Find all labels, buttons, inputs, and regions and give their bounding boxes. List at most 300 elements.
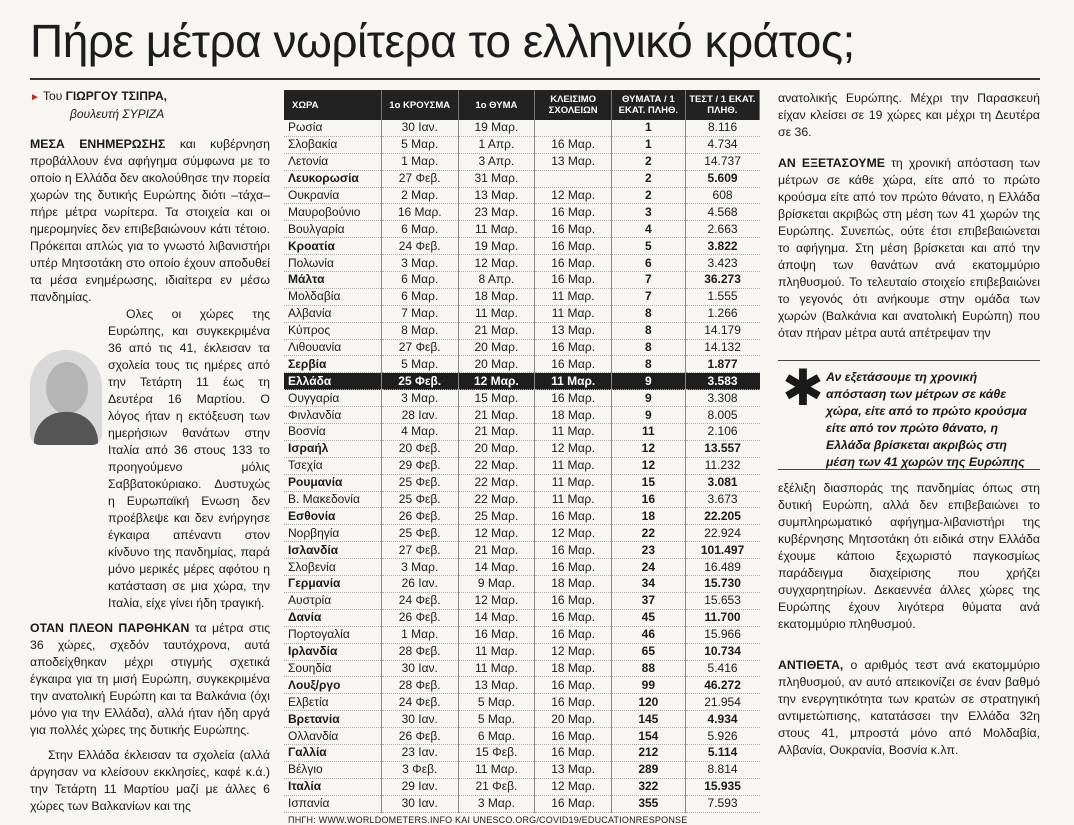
cell-deaths-per-million: 34	[612, 576, 686, 593]
cell-deaths-per-million: 322	[612, 778, 686, 795]
cell-country: Σερβία	[284, 356, 381, 373]
cell-school-closure: 12 Μαρ.	[535, 440, 612, 457]
cell-first-case: 8 Μαρ.	[381, 322, 458, 339]
cell-first-case: 26 Φεβ.	[381, 609, 458, 626]
table-row	[284, 677, 760, 694]
cell-first-case: 25 Φεβ.	[381, 373, 458, 390]
table-row	[284, 238, 760, 255]
paragraph-1-lead: ΜΕΣΑ ΕΝΗΜΕΡΩΣΗΣ	[30, 137, 166, 151]
cell-tests-per-million: 15.730	[704, 576, 741, 591]
byline	[30, 88, 270, 122]
cell-first-case: 6 Μαρ.	[381, 288, 458, 305]
cell-school-closure: 16 Μαρ.	[535, 390, 612, 407]
cell-school-closure: 12 Μαρ.	[535, 187, 612, 204]
cell-first-death: 21 Μαρ.	[458, 424, 535, 441]
cell-country: Ισλανδία	[284, 542, 381, 559]
cell-country: Ελλάδα	[284, 373, 381, 390]
cell-country: Βρετανία	[284, 711, 381, 728]
author-photo-shoulders	[34, 412, 98, 445]
cell-deaths-per-million: 1	[612, 120, 686, 136]
cell-school-closure: 16 Μαρ.	[535, 136, 612, 153]
cell-school-closure: 12 Μαρ.	[535, 525, 612, 542]
cell-first-case: 3 Μαρ.	[381, 255, 458, 272]
cell-country: Πορτογαλία	[284, 626, 381, 643]
right-paragraph-3-text: εξέλιξη διασποράς της πανδημίας όπως στη δυτική Ευρώπη, αλλά δεν επιβεβαιώνει το συμπληρωματικό αφήγημα-λιβανιστήρι της κυβέρνησης Μητσοτάκη ότι ειδικά στην Ελλάδα έχουμε κάποιο ξεχωριστό παγκοσμίως παράδειγμα διαχείρισης που χρήζει συγχαρητηρίων. Δεκαεννέα άλλες χώρες της Ευρώπης έχουν λιγότερα θύματα ανά εκατομμύριο πληθυσμού.	[778, 481, 1040, 631]
cell-first-case: 6 Μαρ.	[381, 272, 458, 289]
header-first-case: 1ο ΚΡΟΥΣΜΑ	[381, 90, 458, 120]
cell-tests-per-million: 14.737	[704, 154, 741, 169]
cell-first-death: 12 Μαρ.	[458, 373, 535, 390]
cell-tests-per-million: 22.924	[704, 525, 741, 540]
cell-school-closure: 16 Μαρ.	[535, 272, 612, 289]
cell-first-case: 16 Μαρ.	[381, 204, 458, 221]
cell-tests-per-million: 8.116	[707, 120, 738, 135]
cell-country: Λουξ/ργο	[284, 677, 381, 694]
paragraph-3-text: τα μέτρα στις 36 χώρες, σχεδόν ταυτόχρονα, αυτά αποδείχθηκαν μέχρι στιγμής σχετικά έγκαιρα για τη μισή Ευρώπη, συγκεκριμένα την ανατολική Ευρώπη και τα Βαλκάνια (όχι μόνο για την Ελλάδα), αλλά ήταν ήδη αργά για πολλές χώρες της δυτικής Ευρώπης.	[30, 621, 270, 737]
cell-first-death: 21 Μαρ.	[458, 542, 535, 559]
right-paragraph-3	[778, 480, 1040, 633]
table-row	[284, 120, 760, 136]
cell-deaths-per-million: 6	[612, 255, 686, 272]
paragraph-3	[30, 620, 270, 739]
cell-school-closure: 16 Μαρ.	[535, 542, 612, 559]
cell-deaths-per-million: 4	[612, 221, 686, 238]
table-row	[284, 221, 760, 238]
cell-deaths-per-million: 7	[612, 288, 686, 305]
table-row	[284, 592, 760, 609]
table-row	[284, 373, 760, 390]
cell-school-closure: 16 Μαρ.	[535, 559, 612, 576]
cell-first-death: 22 Μαρ.	[458, 474, 535, 491]
cell-first-case: 3 Μαρ.	[381, 559, 458, 576]
cell-deaths-per-million: 8	[612, 339, 686, 356]
cell-school-closure: 11 Μαρ.	[535, 457, 612, 474]
table-source: ΠΗΓΗ: WWW.WORLDOMETERS.INFO ΚΑΙ UNESCO.ORG/COVID19/EDUCATIONRESPONSE	[288, 814, 688, 825]
cell-country: Ολλανδία	[284, 728, 381, 745]
cell-country: Ιταλία	[284, 778, 381, 795]
cell-country: Πολωνία	[284, 255, 381, 272]
cell-tests-per-million: 5.926	[707, 728, 738, 743]
cell-country: Γαλλία	[284, 744, 381, 761]
author-photo-head	[46, 362, 88, 414]
author-photo	[30, 350, 102, 445]
headline: Πήρε μέτρα νωρίτερα το ελληνικό κράτος;	[30, 15, 855, 67]
cell-country: Αλβανία	[284, 305, 381, 322]
cell-school-closure: 18 Μαρ.	[535, 576, 612, 593]
cell-first-death: 25 Μαρ.	[458, 508, 535, 525]
cell-first-death: 1 Απρ.	[458, 136, 535, 153]
table-row	[284, 272, 760, 289]
pull-quote	[778, 360, 1040, 470]
cell-first-case: 27 Φεβ.	[381, 542, 458, 559]
cell-first-case: 5 Μαρ.	[381, 136, 458, 153]
cell-tests-per-million: 4.734	[707, 137, 738, 152]
table-row	[284, 778, 760, 795]
cell-tests-per-million: 36.273	[704, 272, 741, 287]
cell-first-case: 3 Μαρ.	[381, 390, 458, 407]
cell-tests-per-million: 14.179	[704, 323, 741, 338]
cell-first-death: 13 Μαρ.	[458, 677, 535, 694]
cell-tests-per-million: 101.497	[700, 542, 745, 557]
cell-tests-per-million: 3.308	[707, 390, 738, 405]
cell-first-death: 3 Μαρ.	[458, 795, 535, 812]
cell-school-closure: 16 Μαρ.	[535, 356, 612, 373]
cell-country: Εσθονία	[284, 508, 381, 525]
cell-deaths-per-million: 3	[612, 204, 686, 221]
cell-country: Φινλανδία	[284, 407, 381, 424]
cell-first-death: 22 Μαρ.	[458, 491, 535, 508]
cell-first-case: 30 Ιαν.	[381, 660, 458, 677]
cell-school-closure: 11 Μαρ.	[535, 288, 612, 305]
cell-tests-per-million: 3.822	[707, 238, 738, 253]
cell-tests-per-million: 15.653	[704, 593, 741, 608]
cell-first-death: 11 Μαρ.	[458, 305, 535, 322]
table-row	[284, 761, 760, 778]
cell-school-closure: 12 Μαρ.	[535, 778, 612, 795]
cell-school-closure: 11 Μαρ.	[535, 305, 612, 322]
cell-first-death: 19 Μαρ.	[458, 238, 535, 255]
cell-tests-per-million: 11.232	[704, 458, 741, 473]
cell-deaths-per-million: 18	[612, 508, 686, 525]
cell-school-closure: 16 Μαρ.	[535, 626, 612, 643]
paragraph-1	[30, 136, 270, 306]
cell-first-death: 21 Μαρ.	[458, 407, 535, 424]
cell-first-case: 7 Μαρ.	[381, 305, 458, 322]
cell-first-case: 29 Ιαν.	[381, 778, 458, 795]
table-row	[284, 322, 760, 339]
table-row	[284, 457, 760, 474]
cell-deaths-per-million: 120	[612, 694, 686, 711]
cell-tests-per-million: 3.673	[707, 492, 738, 507]
cell-country: Σουηδία	[284, 660, 381, 677]
cell-first-death: 20 Μαρ.	[458, 440, 535, 457]
table-row	[284, 576, 760, 593]
cell-first-death: 15 Μαρ.	[458, 390, 535, 407]
cell-tests-per-million: 21.954	[704, 694, 741, 709]
cell-first-case: 28 Φεβ.	[381, 643, 458, 660]
cell-tests-per-million: 4.934	[707, 711, 738, 726]
cell-country: Βέλγιο	[284, 761, 381, 778]
cell-school-closure: 13 Μαρ.	[535, 322, 612, 339]
table-row	[284, 136, 760, 153]
cell-school-closure: 18 Μαρ.	[535, 660, 612, 677]
cell-tests-per-million: 5.416	[707, 660, 738, 675]
table-row	[284, 339, 760, 356]
table-row	[284, 204, 760, 221]
cell-school-closure: 16 Μαρ.	[535, 255, 612, 272]
table-row	[284, 288, 760, 305]
pull-quote-text: Αν εξετάσουμε τη χρονική απόσταση των μέτρων σε κάθε χώρα, είτε από το πρώτο κρούσμα είτε από τον πρώτο θάνατο, η Ελλάδα βρίσκεται ακριβώς στη μέση των 41 χωρών της Ευρώπης	[826, 370, 1027, 469]
cell-first-death: 11 Μαρ.	[458, 221, 535, 238]
cell-school-closure: 11 Μαρ.	[535, 424, 612, 441]
cell-first-death: 14 Μαρ.	[458, 559, 535, 576]
right-paragraph-2-lead: ΑΝ ΕΞΕΤΑΣΟΥΜΕ	[778, 156, 885, 170]
cell-tests-per-million: 22.205	[704, 508, 741, 523]
cell-country: Γερμανία	[284, 576, 381, 593]
byline-arrow-icon: ►	[30, 92, 40, 103]
byline-prefix: Του	[43, 89, 63, 103]
byline-role: βουλευτή ΣΥΡΙΖΑ	[70, 107, 165, 121]
cell-school-closure: 16 Μαρ.	[535, 609, 612, 626]
table-row	[284, 356, 760, 373]
cell-country: Μαυροβούνιο	[284, 204, 381, 221]
cell-country: Σλοβενία	[284, 559, 381, 576]
cell-tests-per-million: 3.583	[685, 373, 759, 390]
cell-school-closure: 16 Μαρ.	[535, 728, 612, 745]
table-row	[284, 390, 760, 407]
table-row	[284, 305, 760, 322]
cell-school-closure: 12 Μαρ.	[535, 643, 612, 660]
cell-tests-per-million: 10.734	[704, 644, 741, 659]
cell-first-case: 24 Φεβ.	[381, 592, 458, 609]
cell-first-death: 3 Απρ.	[458, 153, 535, 170]
header-country: ΧΩΡΑ	[284, 90, 381, 120]
cell-country: Ισραήλ	[284, 440, 381, 457]
cell-first-death: 18 Μαρ.	[458, 288, 535, 305]
cell-tests-per-million: 8.005	[707, 407, 738, 422]
table-row	[284, 424, 760, 441]
left-column	[30, 88, 270, 815]
cell-tests-per-million: 2.106	[707, 424, 738, 439]
cell-school-closure: 11 Μαρ.	[535, 373, 612, 390]
cell-school-closure: 13 Μαρ.	[535, 761, 612, 778]
cell-country: Κροατία	[284, 238, 381, 255]
cell-country: Μάλτα	[284, 272, 381, 289]
cell-country: Μολδαβία	[284, 288, 381, 305]
right-column	[778, 90, 1040, 342]
cell-school-closure: 16 Μαρ.	[535, 592, 612, 609]
cell-tests-per-million: 3.081	[707, 475, 738, 490]
asterisk-icon: ✱	[782, 360, 824, 416]
cell-first-case: 26 Φεβ.	[381, 728, 458, 745]
cell-deaths-per-million: 212	[612, 744, 686, 761]
cell-deaths-per-million: 154	[612, 728, 686, 745]
cell-tests-per-million: 46.272	[704, 677, 741, 692]
cell-deaths-per-million: 2	[612, 170, 686, 187]
cell-tests-per-million: 15.966	[704, 627, 741, 642]
header-deaths-per-million: ΘΥΜΑΤΑ / 1 ΕΚΑΤ. ΠΛΗΘ.	[612, 90, 686, 120]
header-tests-per-million: ΤΕΣΤ / 1 ΕΚΑΤ. ΠΛΗΘ.	[685, 90, 759, 120]
cell-country: Ελβετία	[284, 694, 381, 711]
cell-deaths-per-million: 12	[612, 440, 686, 457]
data-table-panel	[284, 90, 760, 825]
right-paragraph-4-lead: ΑΝΤΙΘΕΤΑ,	[778, 658, 844, 672]
cell-country: Ρουμανία	[284, 474, 381, 491]
cell-tests-per-million: 14.132	[704, 340, 741, 355]
cell-tests-per-million: 1.877	[707, 356, 738, 371]
cell-deaths-per-million: 46	[612, 626, 686, 643]
cell-first-case: 28 Φεβ.	[381, 677, 458, 694]
cell-first-death: 21 Μαρ.	[458, 322, 535, 339]
cell-tests-per-million: 5.609	[707, 171, 738, 186]
table-row	[284, 170, 760, 187]
cell-first-death: 12 Μαρ.	[458, 592, 535, 609]
cell-deaths-per-million: 8	[612, 356, 686, 373]
cell-first-case: 24 Φεβ.	[381, 238, 458, 255]
cell-country: Ιρλανδία	[284, 643, 381, 660]
cell-school-closure: 16 Μαρ.	[535, 221, 612, 238]
cell-first-case: 24 Φεβ.	[381, 694, 458, 711]
cell-country: Β. Μακεδονία	[284, 491, 381, 508]
cell-country: Λευκορωσία	[284, 170, 381, 187]
table-row	[284, 626, 760, 643]
cell-deaths-per-million: 15	[612, 474, 686, 491]
cell-school-closure: 16 Μαρ.	[535, 238, 612, 255]
cell-school-closure: 16 Μαρ.	[535, 694, 612, 711]
cell-first-case: 1 Μαρ.	[381, 626, 458, 643]
cell-first-death: 20 Μαρ.	[458, 339, 535, 356]
cell-first-death: 12 Μαρ.	[458, 255, 535, 272]
cell-deaths-per-million: 9	[612, 390, 686, 407]
cell-first-death: 15 Φεβ.	[458, 744, 535, 761]
cell-deaths-per-million: 45	[612, 609, 686, 626]
cell-school-closure: 16 Μαρ.	[535, 204, 612, 221]
table-row	[284, 728, 760, 745]
cell-first-death: 16 Μαρ.	[458, 626, 535, 643]
cell-tests-per-million: 13.557	[704, 441, 741, 456]
cell-first-death: 31 Μαρ.	[458, 170, 535, 187]
cell-country: Λετονία	[284, 153, 381, 170]
cell-first-case: 28 Ιαν.	[381, 407, 458, 424]
cell-first-death: 22 Μαρ.	[458, 457, 535, 474]
cell-first-case: 27 Φεβ.	[381, 339, 458, 356]
cell-tests-per-million: 7.593	[707, 796, 738, 811]
cell-school-closure: 20 Μαρ.	[535, 711, 612, 728]
cell-first-death: 19 Μαρ.	[458, 120, 535, 136]
cell-tests-per-million: 608	[712, 188, 733, 202]
byline-author: ΓΙΩΡΓΟΥ ΤΣΙΠΡΑ,	[65, 89, 167, 103]
table-row	[284, 255, 760, 272]
cell-tests-per-million: 11.700	[704, 610, 741, 625]
right-paragraph-4-text: ο αριθμός τεστ ανά εκατομμύριο πληθυσμού, αν αυτό απεικονίζει σε έναν βαθμό την ενεργητικότητα των κρατών σε στρατηγική αντιμετώπισης, κατατάσσει την Ελλάδα 32η στους 41, μπροστά μόνο από Μολδαβία, Αλβανία, Ουκρανία, Βοσνία κ.λπ.	[778, 658, 1040, 757]
cell-first-case: 30 Ιαν.	[381, 711, 458, 728]
cell-deaths-per-million: 2	[612, 153, 686, 170]
table-row	[284, 187, 760, 204]
cell-first-death: 9 Μαρ.	[458, 576, 535, 593]
table-row	[284, 694, 760, 711]
cell-first-case: 6 Μαρ.	[381, 221, 458, 238]
cell-first-death: 20 Μαρ.	[458, 356, 535, 373]
table-row	[284, 153, 760, 170]
cell-tests-per-million: 8.814	[707, 762, 738, 777]
table-row	[284, 559, 760, 576]
table-row	[284, 795, 760, 812]
paragraph-2: Ολες οι χώρες της Ευρώπης, και συγκεκριμένα 36 από τις 41, έκλεισαν τα σχολεία τους τις ημέρες από την Τετάρτη 11 έως τη Δευτέρα 16 Μαρτίου. Ο λόγος ήταν η εκτόξευση των ημερήσιων θανάτων στην Ιταλία από 36 στους 133 το προηγούμενο μόλις Σαββατοκύριακο. Δυστυχώς η Ευρωπαϊκή Ενωση δεν προέβλεψε και δεν ενήργησε έγκαιρα απέναντι στον κίνδυνο της πανδημίας, παρά μόνο μερικές μέρες αφότου η κατάσταση σε μια χώρα, την Ιταλία, είχε γίνει ήδη τραγική.	[108, 307, 270, 610]
cell-school-closure: 16 Μαρ.	[535, 339, 612, 356]
cell-first-case: 26 Ιαν.	[381, 576, 458, 593]
right-paragraph-2-text: τη χρονική απόσταση των μέτρων σε κάθε χώρα, είτε από το πρώτο κρούσμα είτε από τον πρώτο θάνατο, η Ελλάδα βρίσκεται ακριβώς στη μέση των 41 χωρών της Ευρώπης. Συνεπώς, ούτε έτσι επιβεβαιώνεται το αφήγημα. Στη μέση βρίσκεται και από την άποψη των θανάτων ανά εκατομμύριο πληθυσμού. Το τελευταίο στοιχείο επιβεβαιώνει το γεγονός ότι ανήκουμε στην ομάδα των χωρών (Βαλκάνια και ανατολική Ευρώπη) που όταν πήραν μέτρα αυτά απέτρεψαν την	[778, 156, 1040, 340]
cell-country: Σλοβακία	[284, 136, 381, 153]
cell-deaths-per-million: 11	[612, 424, 686, 441]
cell-deaths-per-million: 9	[612, 373, 686, 390]
table-row	[284, 542, 760, 559]
cell-tests-per-million: 1.555	[707, 289, 738, 304]
cell-deaths-per-million: 355	[612, 795, 686, 812]
cell-deaths-per-million: 12	[612, 457, 686, 474]
cell-school-closure	[535, 120, 612, 136]
table-row	[284, 744, 760, 761]
cell-first-case: 5 Μαρ.	[381, 356, 458, 373]
cell-first-case: 25 Φεβ.	[381, 525, 458, 542]
table-row	[284, 440, 760, 457]
cell-first-death: 11 Μαρ.	[458, 643, 535, 660]
cell-country: Ρωσία	[284, 120, 381, 136]
cell-school-closure: 13 Μαρ.	[535, 153, 612, 170]
cell-first-case: 2 Μαρ.	[381, 187, 458, 204]
cell-first-case: 23 Ιαν.	[381, 744, 458, 761]
paragraph-4: Στην Ελλάδα έκλεισαν τα σχολεία (αλλά άργησαν να κλείσουν εκκλησίες, καφέ κ.ά.) την Τετάρτη 11 Μαρτίου μαζί με άλλες 6 χώρες των Βαλκανίων και της	[30, 748, 270, 813]
header-first-death: 1ο ΘΥΜΑ	[458, 90, 535, 120]
cell-country: Ουγγαρία	[284, 390, 381, 407]
cell-first-death: 13 Μαρ.	[458, 187, 535, 204]
cell-school-closure: 11 Μαρ.	[535, 491, 612, 508]
paragraph-3-lead: ΟΤΑΝ ΠΛΕΟΝ ΠΑΡΘΗΚΑΝ	[30, 621, 190, 635]
cell-deaths-per-million: 88	[612, 660, 686, 677]
cell-first-case: 30 Ιαν.	[381, 120, 458, 136]
cell-country: Τσεχία	[284, 457, 381, 474]
cell-deaths-per-million: 9	[612, 407, 686, 424]
cell-deaths-per-million: 145	[612, 711, 686, 728]
table-row	[284, 711, 760, 728]
cell-tests-per-million: 2.663	[707, 221, 738, 236]
cell-first-case: 27 Φεβ.	[381, 170, 458, 187]
cell-deaths-per-million: 23	[612, 542, 686, 559]
cell-first-death: 5 Μαρ.	[458, 711, 535, 728]
cell-deaths-per-million: 24	[612, 559, 686, 576]
cell-tests-per-million: 16.489	[704, 559, 741, 574]
cell-deaths-per-million: 37	[612, 592, 686, 609]
right-paragraph-2	[778, 155, 1040, 342]
country-table	[284, 90, 760, 813]
cell-tests-per-million: 3.423	[707, 255, 738, 270]
cell-deaths-per-million: 22	[612, 525, 686, 542]
cell-first-case: 4 Μαρ.	[381, 424, 458, 441]
cell-country: Ουκρανία	[284, 187, 381, 204]
table-row	[284, 643, 760, 660]
cell-first-death: 11 Μαρ.	[458, 660, 535, 677]
cell-deaths-per-million: 289	[612, 761, 686, 778]
table-row	[284, 660, 760, 677]
cell-country: Νορβηγία	[284, 525, 381, 542]
cell-deaths-per-million: 8	[612, 305, 686, 322]
cell-tests-per-million: 1.266	[707, 306, 738, 321]
cell-tests-per-million: 4.568	[707, 204, 738, 219]
cell-first-death: 21 Φεβ.	[458, 778, 535, 795]
cell-country: Λιθουανία	[284, 339, 381, 356]
cell-first-case: 1 Μαρ.	[381, 153, 458, 170]
cell-school-closure: 16 Μαρ.	[535, 795, 612, 812]
cell-country: Κύπρος	[284, 322, 381, 339]
cell-country: Βουλγαρία	[284, 221, 381, 238]
cell-country: Ισπανία	[284, 795, 381, 812]
cell-school-closure: 16 Μαρ.	[535, 508, 612, 525]
cell-first-case: 30 Ιαν.	[381, 795, 458, 812]
cell-country: Βοσνία	[284, 424, 381, 441]
cell-first-death: 11 Μαρ.	[458, 761, 535, 778]
cell-first-death: 12 Μαρ.	[458, 525, 535, 542]
cell-first-death: 5 Μαρ.	[458, 694, 535, 711]
right-paragraph-1: ανατολικής Ευρώπης. Μέχρι την Παρασκευή είχαν κλείσει σε 19 χώρες και μέχρι τη Δευτέρα σε 36.	[778, 91, 1040, 139]
table-row	[284, 508, 760, 525]
cell-deaths-per-million: 65	[612, 643, 686, 660]
cell-deaths-per-million: 1	[612, 136, 686, 153]
cell-first-death: 23 Μαρ.	[458, 204, 535, 221]
cell-first-case: 26 Φεβ.	[381, 508, 458, 525]
cell-school-closure: 11 Μαρ.	[535, 474, 612, 491]
cell-school-closure	[535, 170, 612, 187]
cell-first-death: 14 Μαρ.	[458, 609, 535, 626]
cell-deaths-per-million: 2	[612, 187, 686, 204]
